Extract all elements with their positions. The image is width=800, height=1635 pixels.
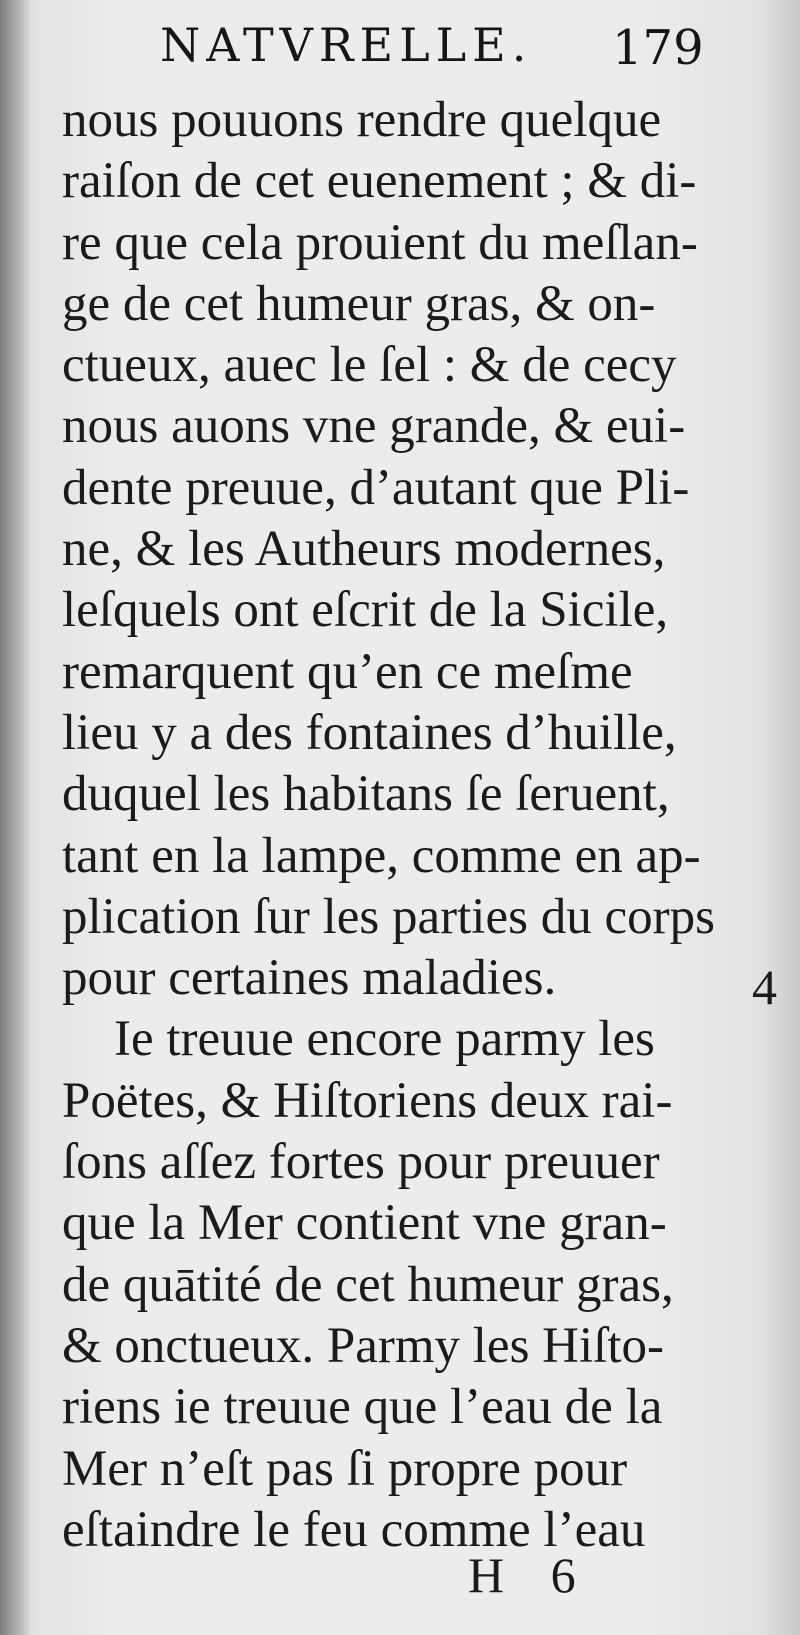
page-number: 179 (612, 20, 704, 76)
body-text (62, 90, 742, 1561)
running-title: NATVRELLE. (160, 18, 533, 72)
text-line: tant en la lampe, comme en ap- (62, 827, 701, 884)
text-line: ne, & les Autheurs modernes, (62, 521, 666, 578)
text-line: Mer n’eſt pas ſi propre pour (62, 1440, 628, 1497)
text-line: duquel les habitans ſe ſeruent, (62, 766, 670, 823)
page-header (0, 18, 800, 88)
signature-mark: H 6 (468, 1547, 576, 1603)
text-line: de quātité de cet humeur gras, (62, 1256, 674, 1313)
text-line: que la Mer contient vne gran- (62, 1195, 667, 1252)
text-line: dente preuue, d’autant que Pli- (62, 459, 690, 516)
text-line: eſtaindre le feu comme l’eau (62, 1501, 646, 1558)
text-line: nous pouuons rendre quelque (62, 92, 662, 148)
paragraph-first-line: Ie treuue encore parmy les (114, 1011, 655, 1068)
text-line: ctueux, auec le ſel : & de cecy (62, 337, 677, 394)
text-line: riens ie treuue que l’eau de la (62, 1379, 663, 1436)
text-line: leſquels ont eſcrit de la Sicile, (62, 582, 669, 639)
text-line: plication ſur les parties du corps (62, 888, 715, 945)
gutter-shadow (0, 0, 30, 1635)
text-line: Poëtes, & Hiſtoriens deux rai- (62, 1072, 673, 1129)
text-line: & onctueux. Parmy les Hiſto- (62, 1317, 664, 1374)
text-line: lieu y a des fontaines d’huille, (62, 704, 677, 761)
text-line: re que cela prouient du meſlan- (62, 214, 698, 271)
text-line: ſons aſſez fortes pour preuuer (62, 1134, 660, 1191)
text-line: nous auons vne grande, & eui- (62, 398, 686, 455)
text-line: pour certaines maladies. (62, 950, 557, 1007)
text-line: ge de cet humeur gras, & on- (62, 275, 656, 332)
text-line: remarquent qu’en ce meſme (62, 643, 633, 700)
text-line: raiſon de cet euenement ; & di- (62, 153, 697, 210)
margin-note: 4 (752, 959, 777, 1015)
